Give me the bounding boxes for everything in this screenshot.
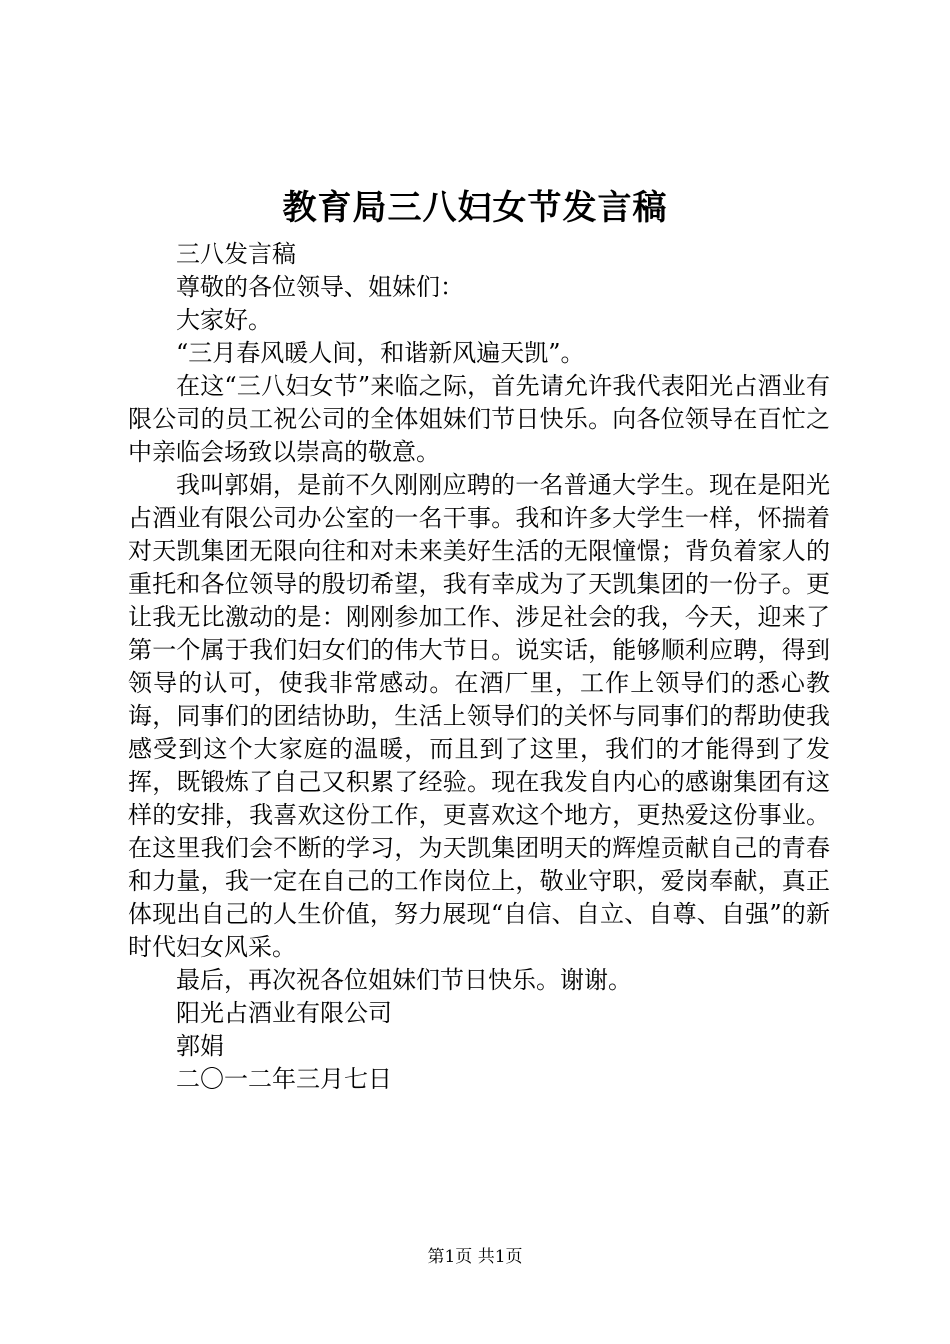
document-body [128, 238, 830, 1096]
closing-paragraph: 最后，再次祝各位姐妹们节日快乐。谢谢。 [176, 966, 632, 994]
signature-name: 郭娟 [176, 1032, 224, 1060]
signature-company: 阳光占酒业有限公司 [176, 999, 392, 1027]
greeting: 大家好。 [176, 306, 272, 334]
main-paragraph: 我叫郭娟，是前不久刚刚应聘的一名普通大学生。现在是阳光占酒业有限公司办公室的一名干事。我和许多大学生一样，怀揣着对天凯集团无限向往和对未来美好生活的无限憧憬；背负着家人的重托和各位领导的殷切希望，我有幸成为了天凯集团的一份子。更让我无比激动的是：刚刚参加工作、涉足社会的我，今天，迎来了第一个属于我们妇女们的伟大节日。说实话，能够顺利应聘，得到领导的认可，使我非常感动。在酒厂里，工作上领导们的悉心教诲，同事们的团结协助，生活上领导们的关怀与同事们的帮助使我感受到这个大家庭的温暖，而且到了这里，我们的才能得到了发挥，既锻炼了自己又积累了经验。现在我发自内心的感谢集团有这样的安排，我喜欢这份工作，更喜欢这个地方，更热爱这份事业。在这里我们会不断的学习，为天凯集团明天的辉煌贡献自己的青春和力量，我一定在自己的工作岗位上，敬业守职，爱岗奉献，真正体现出自己的人生价值，努力展现“自信、自立、自尊、自强”的新时代妇女风采。 [128, 471, 830, 961]
salutation: 尊敬的各位领导、姐妹们： [176, 273, 464, 301]
page-number: 第1页 共1页 [427, 1247, 523, 1267]
signature-date: 二〇一二年三月七日 [176, 1065, 392, 1093]
opening-quote: “三月春风暖人间，和谐新风遍天凯”。 [176, 339, 585, 367]
intro-paragraph: 在这“三八妇女节”来临之际，首先请允许我代表阳光占酒业有限公司的员工祝公司的全体姐妹们节日快乐。向各位领导在百忙之中亲临会场致以崇高的敬意。 [128, 372, 830, 466]
speech-label: 三八发言稿 [176, 240, 296, 268]
document-title: 教育局三八妇女节发言稿 [282, 188, 668, 228]
